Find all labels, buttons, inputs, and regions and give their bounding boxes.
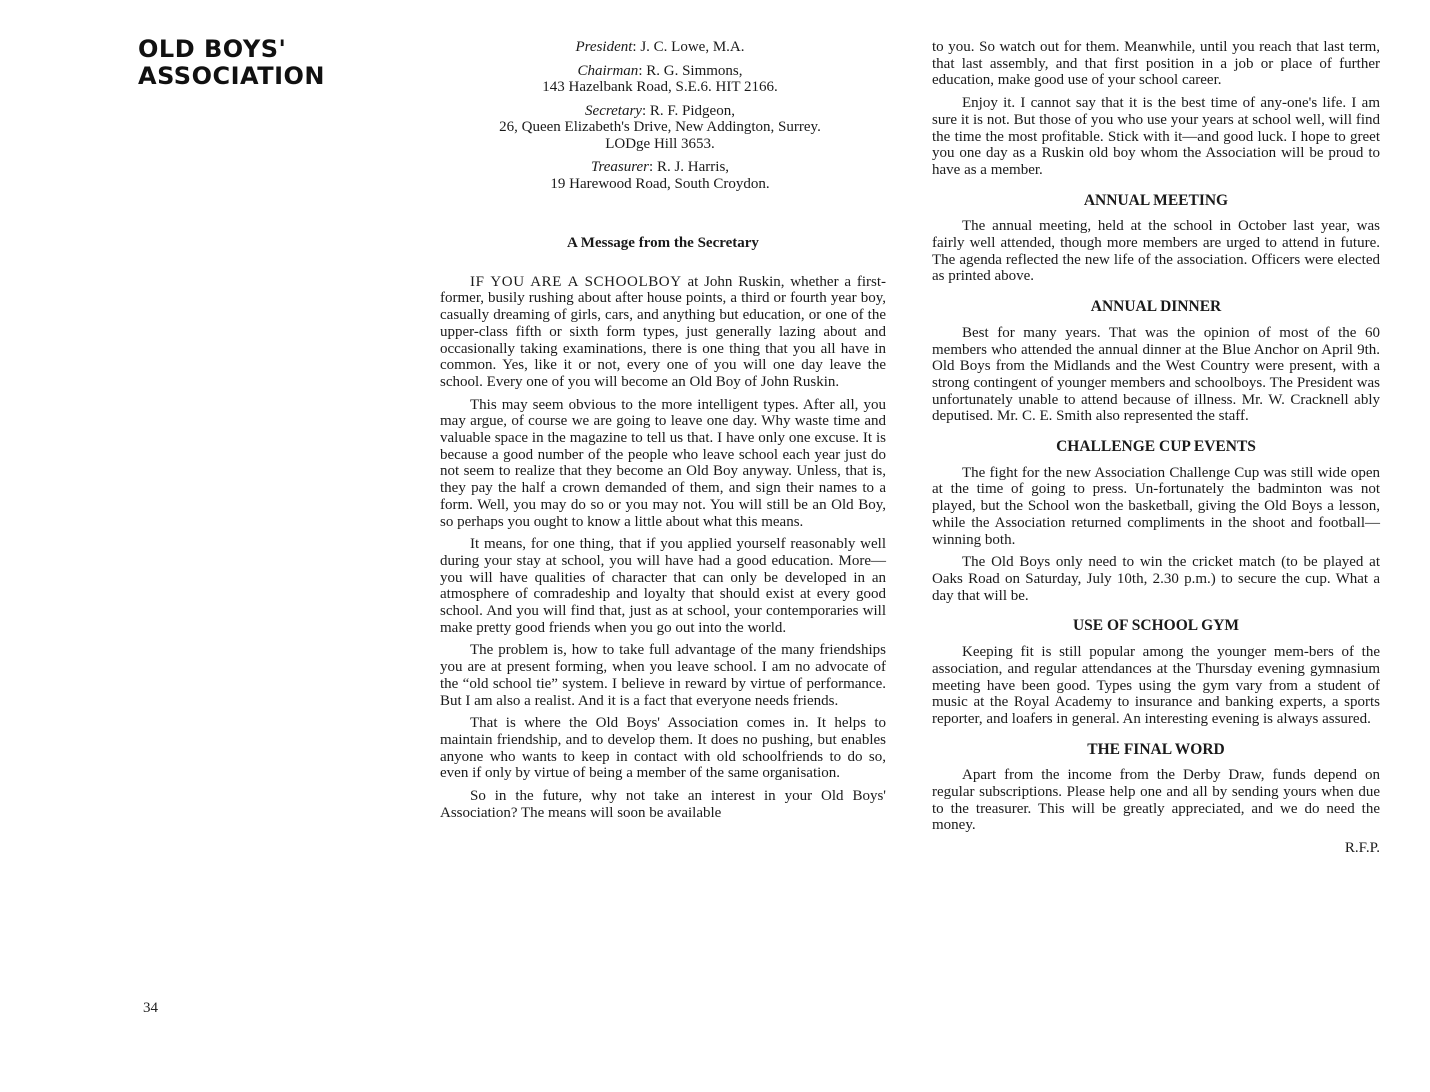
officer-line: 19 Harewood Road, South Croydon. [550, 175, 770, 192]
section-school-gym [932, 618, 1380, 727]
officer-president: President: J. C. Lowe, M.A. [575, 39, 745, 55]
officer-line: R. F. Pidgeon, [649, 102, 735, 119]
section-challenge-cup [932, 439, 1380, 604]
section-final-word [932, 742, 1380, 835]
officer-role: Chairman [577, 62, 639, 79]
message-paragraph-text: at John Ruskin, whether a first-former, busily rushing about after house points, a third or fourth year boy, casually dreaming of girls, cars, and anything but education, or one of the upper-class fifth or sixth form types, just generally lazing about and occasionally taking examinations, there is one thing that you all have in common. Yes, like it or not, every one of you will one day leave the school. Every one of you will become an Old Boy of John Ruskin. [440, 273, 886, 390]
officer-role: Secretary [585, 102, 642, 119]
message-paragraph: It means, for one thing, that if you applied yourself reasonably well during your stay at school, you will have had a good education. More—you will have qualities of character that can only be developed in an atmosphere of comradeship and loyalty that should exist at every good school. And you will find that, just as at school, your contemporaries will make pretty good friends when you go out into the world. [440, 536, 886, 636]
officer-line: J. C. Lowe, M.A. [640, 39, 745, 55]
section-annual-meeting [932, 193, 1380, 286]
heading-line-1: OLD BOYS' [138, 35, 287, 63]
officer-chairman: Chairman: R. G. Simmons, 143 Hazelbank Road, S.E.6. HIT 2166. [440, 63, 880, 96]
officer-line: LODge Hill 3653. [605, 135, 715, 152]
section-title: ANNUAL DINNER [1090, 298, 1222, 316]
section-title: THE FINAL WORD [1087, 740, 1225, 758]
message-title: A Message from the Secretary [567, 235, 759, 251]
message-lead: IF YOU ARE A SCHOOLBOY [470, 273, 682, 290]
message-continuation: Enjoy it. I cannot say that it is the best time of any-one's life. I am sure it is not. But those of you who use your years at school well, will find the time the most profitable. Stick with it—and good luck. I hope to greet you one day as a Ruskin old boy whom the Association will be proud to have as a member. [932, 95, 1380, 178]
section-title: ANNUAL MEETING [1083, 191, 1229, 209]
officer-line: 26, Queen Elizabeth's Drive, New Addington, Surrey. [499, 119, 821, 135]
officer-role: Treasurer [590, 159, 650, 175]
message-continuation: to you. So watch out for them. Meanwhile, until you reach that last term, that last assembly, and that first position in a job or place of further education, make good use of your school career. [932, 39, 1380, 89]
page-heading [138, 36, 325, 90]
section-annual-dinner [932, 299, 1380, 425]
section-paragraph: The annual meeting, held at the school in October last year, was fairly well attended, though more members are urged to attend in future. The agenda reflected the new life of the association. Officers were elected as printed above. [932, 218, 1380, 285]
section-paragraph: Keeping fit is still popular among the younger mem-bers of the association, and regular attendances at the Thursday evening gymnasium meeting have been good. Types using the gym vary from a student of music at the Royal Academy to insurance and banking experts, a sports reporter, and loafers in general. An interesting evening is always assured. [932, 644, 1380, 727]
message-paragraph: That is where the Old Boys' Association comes in. It helps to maintain friendship, and to develop them. It does no pushing, but enables anyone who wants to keep in contact with old schoolfriends to do so, even if only by virtue of being a member of the same organisation. [440, 715, 886, 782]
section-paragraph: The Old Boys only need to win the cricket match (to be played at Oaks Road on Saturday, July 10th, 2.30 p.m.) to secure the cup. What a day that will be. [932, 554, 1380, 604]
heading-line-2: ASSOCIATION [138, 62, 326, 90]
officer-role: President [575, 39, 633, 55]
page-number: 34 [143, 1000, 158, 1016]
message-paragraph [440, 274, 886, 391]
message-paragraph: The problem is, how to take full advantage of the many friendships you are at present forming, when you leave school. I am no advocate of the “old school tie” system. I believe in reward by virtue of performance. But I am also a realist. And it is a fact that everyone needs friends. [440, 642, 886, 709]
officer-line: R. J. Harris, [656, 159, 730, 175]
message-paragraph: This may seem obvious to the more intelligent types. After all, you may argue, of course we are going to leave one day. Why waste time and valuable space in the magazine to tell us that. I have only one excuse. It is because a good number of the people who leave school each year just do not seem to realize that they become an Old Boy anyway. Unless, that is, they pay the half a crown demanded of them, and sign their names to a form. Well, you may do so or you may not. You will still be an Old Boy, so perhaps you ought to know a little about what this means. [440, 396, 886, 530]
message-column [440, 235, 886, 828]
officer-secretary: Secretary: R. F. Pidgeon, 26, Queen Elizabeth's Drive, New Addington, Surrey. LODge Hill 3653. [440, 103, 880, 153]
section-paragraph: Apart from the income from the Derby Draw, funds depend on regular subscriptions. Please help one and all by sending yours when due to the treasurer. This will be greatly appreciated, and we do need the money. [932, 767, 1380, 834]
section-paragraph: Best for many years. That was the opinion of most of the 60 members who attended the annual dinner at the Blue Anchor on April 9th. Old Boys from the Midlands and the West Country were present, with a strong contingent of younger members and schoolboys. The President was unfortunately unable to attend because of illness. Mr. W. Cracknell ably deputised. Mr. C. E. Smith also represented the staff. [932, 324, 1380, 425]
section-title: USE OF SCHOOL GYM [1072, 617, 1240, 635]
message-paragraph: So in the future, why not take an interest in your Old Boys' Association? The means will soon be available [440, 788, 886, 821]
right-column [932, 39, 1380, 857]
officer-line: 143 Hazelbank Road, S.E.6. HIT 2166. [542, 79, 778, 95]
officers-list [440, 39, 880, 199]
section-paragraph: The fight for the new Association Challenge Cup was still wide open at the time of going to press. Un-fortunately the badminton was not played, but the School won the basketball, giving the Old Boys a lesson, while the Association returned compliments in the shoot and football—winning both. [932, 464, 1380, 548]
officer-line: R. G. Simmons, [646, 62, 743, 79]
section-title: CHALLENGE CUP EVENTS [1056, 438, 1256, 456]
officer-treasurer: Treasurer: R. J. Harris, 19 Harewood Road, South Croydon. [440, 159, 880, 192]
signoff-initials: R.F.P. [1344, 840, 1380, 857]
